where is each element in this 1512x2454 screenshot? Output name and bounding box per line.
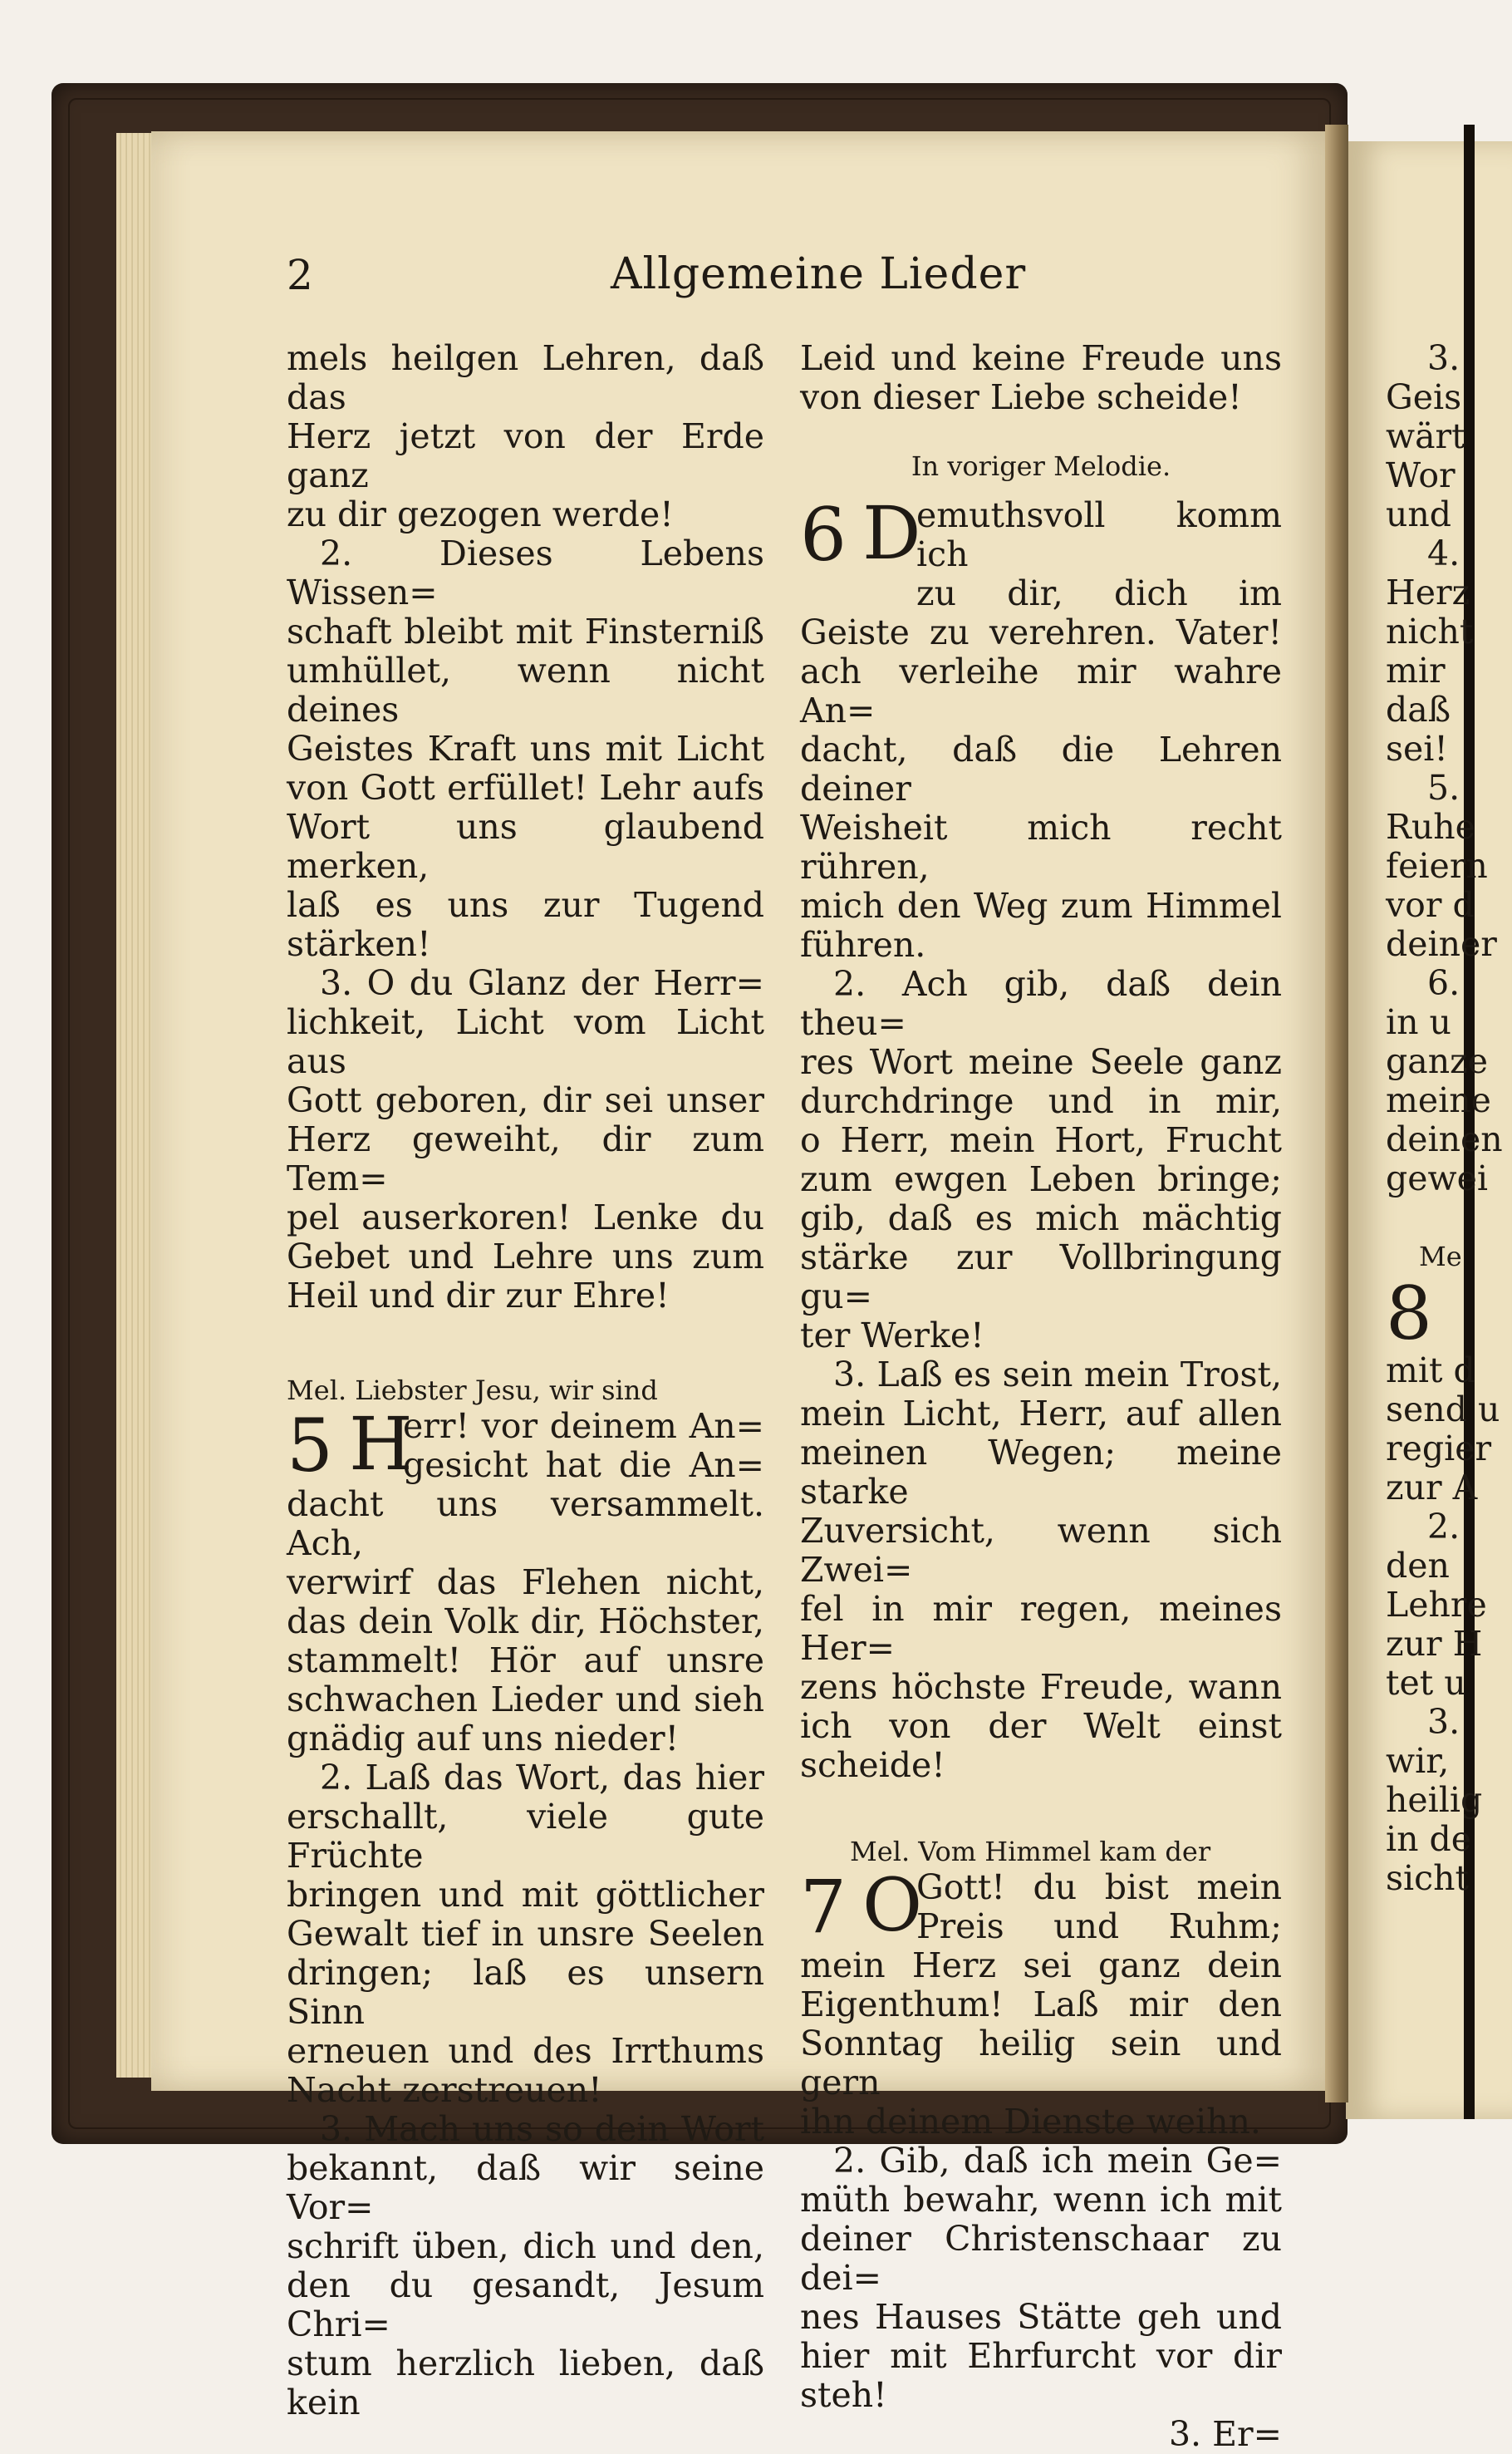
verse-line: Nacht zerstreuen! [287, 2070, 602, 2110]
verse-line: Geiste zu verehren. Vater! [800, 612, 1282, 652]
verse-line: Gebet und Lehre uns zum [287, 1237, 764, 1276]
verse-line: err! vor deinem An= [403, 1406, 764, 1446]
fragment-line: in u [1386, 1002, 1451, 1042]
fragment-line: ganze [1386, 1041, 1488, 1081]
fragment-line: Ruhe [1386, 807, 1475, 847]
verse-line: den du gesandt, Jesum Chri= [287, 2265, 764, 2344]
hymn-6-opening [800, 490, 1282, 613]
fragment-line: meine [1386, 1080, 1491, 1120]
verse-line: schaft bleibt mit Finsterniß [287, 612, 764, 652]
verse-line: stammelt! Hör auf unsre [287, 1640, 764, 1680]
fragment-line: 2. [1427, 1507, 1460, 1547]
verse-line: deiner Christenschaar zu dei= [800, 2219, 1282, 2298]
fragment-line: feiern [1386, 846, 1488, 886]
fragment-line: 6. [1427, 963, 1460, 1003]
fragment-line: 5. [1427, 768, 1460, 808]
verse-line: dacht, daß die Lehren deiner [800, 730, 1282, 809]
verse-line: dacht uns versammelt. Ach, [287, 1484, 764, 1563]
verse-line: Heil und dir zur Ehre! [287, 1276, 670, 1316]
facing-page-text [1386, 338, 1503, 1898]
fragment-line: deinen [1386, 1119, 1503, 1159]
page-number: 2 [287, 251, 313, 299]
verse-line: 3. Mach uns so dein Wort [320, 2109, 764, 2149]
fragment-line: und [1386, 494, 1452, 534]
verse-line: laß es uns zur Tugend [287, 885, 764, 925]
fragment-line: regier [1386, 1429, 1492, 1468]
verse-line: o Herr, mein Hort, Frucht [800, 1120, 1282, 1160]
fragment-line: in de [1386, 1819, 1472, 1859]
verse-line: gesicht hat die An= [403, 1445, 764, 1485]
verse-line: Sonntag heilig sein und gern [800, 2024, 1282, 2102]
drop-cap: D [862, 490, 921, 576]
melody-note: Mel. Liebster Jesu, wir sind [287, 1375, 658, 1406]
verse-line: zum ewgen Leben bringe; [800, 1159, 1282, 1199]
verse-line: 2. Ach gib, daß dein theu= [800, 964, 1282, 1043]
hymn-number: 7 [800, 1864, 847, 1950]
hymn-5-opening [287, 1401, 764, 1488]
verse-line: Wort uns glaubend merken, [287, 807, 764, 886]
drop-cap: H [349, 1401, 413, 1487]
verse-line: zens höchste Freude, wann [800, 1667, 1282, 1707]
verse-line: stärken! [287, 924, 431, 964]
drop-cap: O [862, 1862, 923, 1948]
verse-line: 2. Gib, daß ich mein Ge= [833, 2141, 1282, 2181]
verse-line: 3. Laß es sein mein Trost, [833, 1355, 1282, 1394]
hymn-number: 6 [800, 492, 847, 578]
text-line: Leid und keine Freude uns [800, 338, 1282, 378]
fragment-line: zur H [1386, 1624, 1483, 1664]
fragment-line: tet u [1386, 1663, 1466, 1703]
melody-note: In voriger Melodie. [911, 450, 1171, 482]
fragment-line: Herz [1386, 573, 1470, 612]
fragment-line: nicht [1386, 612, 1474, 652]
verse-line: Eigenthum! Laß mir den [800, 1984, 1282, 2024]
fragment-line: mir [1386, 651, 1446, 691]
verse-line: durchdringe und in mir, [800, 1081, 1282, 1121]
verse-line: Gott! du bist mein [916, 1867, 1282, 1907]
verse-line: Gewalt tief in unsre Seelen [287, 1914, 764, 1954]
hymn-number: 5 [287, 1403, 333, 1488]
verse-line: verwirf das Flehen nicht, [287, 1562, 764, 1602]
fragment-line: 3. [1427, 338, 1460, 378]
fragment-line: Lehre [1386, 1585, 1487, 1625]
verse-line: bekannt, daß wir seine Vor= [287, 2148, 764, 2227]
fragment-line: 8 [1386, 1271, 1432, 1356]
verse-line: erschallt, viele gute Früchte [287, 1797, 764, 1876]
verse-line: von Gott erfüllet! Lehr aufs [287, 768, 764, 808]
verse-line: führen. [800, 925, 926, 965]
verse-line: umhüllet, wenn nicht deines [287, 651, 764, 730]
fragment-line: deiner [1386, 924, 1497, 964]
fragment-line: send u [1386, 1389, 1500, 1429]
hymn-7-opening [800, 1862, 1282, 1950]
melody-note: Mel. Vom Himmel kam der [850, 1836, 1211, 1867]
verse-line: Herz geweiht, dir zum Tem= [287, 1119, 764, 1198]
fragment-line: heilig [1386, 1780, 1483, 1820]
fragment-line: mit d [1386, 1350, 1475, 1390]
fragment-line: Geis [1386, 377, 1462, 417]
verse-line: hier mit Ehrfurcht vor dir steh! [800, 2336, 1282, 2415]
text-line: mels heilgen Lehren, daß das [287, 338, 764, 417]
text-line: von dieser Liebe scheide! [800, 377, 1242, 417]
verse-line: dringen; laß es unsern Sinn [287, 1953, 764, 2032]
running-head: Allgemeine Lieder [611, 249, 1027, 299]
verse-line: Weisheit mich recht rühren, [800, 808, 1282, 887]
verse-line: erneuen und des Irrthums [287, 2031, 764, 2071]
fragment-line [1386, 1198, 1477, 1237]
text-line: Herz jetzt von der Erde ganz [287, 416, 764, 495]
fragment-line: gewei [1386, 1158, 1488, 1198]
right-column [800, 339, 1282, 2454]
fragment-line: 4. [1427, 534, 1460, 573]
fragment-line: den [1386, 1546, 1450, 1586]
fragment-line: Wor [1386, 455, 1456, 495]
verse-line: ach verleihe mir wahre An= [800, 652, 1282, 730]
verse-line: das dein Volk dir, Höchster, [287, 1601, 764, 1641]
fragment-line: zur A [1386, 1468, 1478, 1507]
verse-line: ich von der Welt einst scheide! [800, 1706, 1282, 1785]
fragment-line: vor d [1386, 885, 1475, 925]
verse-line: stum herzlich lieben, daß kein [287, 2343, 764, 2422]
verse-line: mich den Weg zum Himmel [800, 886, 1282, 926]
verse-line: meinen Wegen; meine starke [800, 1433, 1282, 1512]
fragment-line: Me [1419, 1241, 1462, 1272]
fragment-line: wärt [1386, 416, 1465, 456]
verse-line: bringen und mit göttlicher [287, 1875, 764, 1915]
text-line: zu dir gezogen werde! [287, 494, 674, 534]
verse-line: zu dir, dich im [916, 573, 1282, 613]
verse-line: Geistes Kraft uns mit Licht [287, 729, 764, 769]
verse-line: Preis und Ruhm; [916, 1906, 1282, 1946]
verse-line: nes Hauses Stätte geh und [800, 2297, 1282, 2337]
verse-line: mein Herz sei ganz dein [800, 1945, 1282, 1985]
fragment-line: wir, [1386, 1741, 1450, 1781]
left-column [287, 339, 764, 2422]
book-gutter [1325, 125, 1348, 2102]
verse-line: müth bewahr, wenn ich mit [800, 2180, 1282, 2220]
verse-line: ter Werke! [800, 1316, 984, 1355]
verse-line: stärke zur Vollbringung gu= [800, 1237, 1282, 1316]
fragment-line: daß [1386, 690, 1451, 730]
catchword: 3. Er= [1168, 2414, 1282, 2454]
verse-line: emuthsvoll komm ich [916, 495, 1282, 574]
verse-line: 2. Dieses Lebens Wissen= [287, 534, 764, 612]
fragment-line: sicht [1386, 1858, 1469, 1898]
verse-line: mein Licht, Herr, auf allen [800, 1394, 1282, 1434]
fragment-line: sei! [1386, 729, 1448, 769]
verse-line: gib, daß es mich mächtig [800, 1198, 1282, 1238]
fragment-line: 3. [1427, 1702, 1460, 1742]
verse-line: 3. O du Glanz der Herr= [320, 963, 764, 1003]
verse-line: ihn deinem Dienste weihn. [800, 2102, 1261, 2142]
verse-line: Gott geboren, dir sei unser [287, 1080, 764, 1120]
verse-line: 2. Laß das Wort, das hier [320, 1758, 764, 1797]
verse-line: Zuversicht, wenn sich Zwei= [800, 1511, 1282, 1590]
verse-line: pel auserkoren! Lenke du [287, 1197, 764, 1237]
verse-line: schwachen Lieder und sieh [287, 1679, 764, 1719]
verse-line: fel in mir regen, meines Her= [800, 1589, 1282, 1668]
verse-line: gnädig auf uns nieder! [287, 1719, 680, 1758]
verse-line: schrift üben, dich und den, [287, 2226, 764, 2266]
verse-line: lichkeit, Licht vom Licht aus [287, 1002, 764, 1081]
verse-line: res Wort meine Seele ganz [800, 1042, 1282, 1082]
